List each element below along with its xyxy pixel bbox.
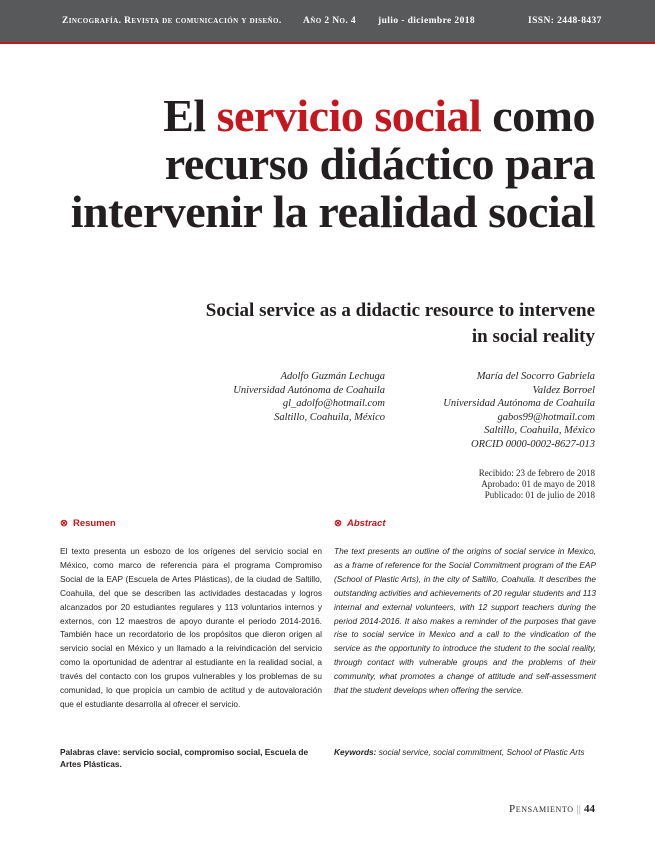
author-1-location: Saltillo, Coahuila, México	[274, 411, 385, 423]
date-approved: Aprobado: 01 de mayo de 2018	[481, 479, 595, 489]
issn: ISSN: 2448-8437	[528, 16, 602, 26]
title-highlight: servicio social	[216, 90, 482, 141]
abstract-text: The text presents an outline of the origins of social service in Mexico, as a frame of reference for the Social Commitment program of the EAP (School of Plastic Arts), in the city of Saltillo, Coahuila. It describes the outstanding activities and achievements of 20 regular students and 113 internal and external volunteers, with 12 support teachers during the period 2014-2016. It also makes a reminder of the purposes that gave rise to social service in Mexico and a call to the vindication of the service as the opportunity to introduce the student to the social reality, through contact with vulnerable groups and the problems of their community, what promotes a change of attitude and self-assessment that the student develops when offering the service.	[334, 546, 596, 696]
abstract-heading-label: Abstract	[346, 518, 386, 529]
journal-name: Zincografía. Revista de comunicación y diseño.	[62, 16, 282, 26]
author-block-1	[233, 370, 385, 424]
footer-section: Pensamiento	[509, 803, 574, 815]
footer-separator: ||	[576, 803, 581, 815]
author-1-name: Adolfo Guzmán Lechuga	[280, 371, 385, 382]
title-part-2: como recurso didáctico para intervenir la realidad social	[70, 90, 595, 237]
resumen-text: El texto presenta un esbozo de los orígenes del servicio social en México, como marco de referencia para el programa Compromiso Social de la EAP (Escuela de Artes Plásticas), de la ciudad de Saltillo, Coahuila, del que se describen las actividades destacadas y logros alcanzados por 20 estudiantes regulares y 113 voluntarios internos y externos, con 12 maestros de apoyo durante el periodo 2014-2016. También hace un recordatorio de los propósitos que dieron origen al servicio social en México y un llamado a la reivindicación del servicio como la oportunidad de adentrar al estudiante en la realidad social, a través del contacto con los grupos vulnerables y los problemas de su comunidad, lo que propicia un cambio de actitud y de autovaloración que el estudiante desarrolla al ofrecer el servicio.	[60, 546, 322, 709]
issue-date: julio - diciembre 2018	[378, 16, 476, 26]
author-2-location: Saltillo, Coahuila, México	[484, 425, 595, 436]
page-footer	[509, 803, 595, 815]
author-2-affiliation: Universidad Autónoma de Coahuila	[443, 398, 595, 409]
date-received: Recibido: 23 de febrero de 2018	[478, 468, 595, 478]
abstract-keywords-label: Keywords:	[334, 747, 377, 757]
page-number: 44	[584, 803, 595, 815]
resumen-keywords: Palabras clave: servicio social, compromiso social, Escuela de Artes Plásticas.	[60, 747, 309, 769]
journal-header	[0, 0, 655, 44]
publication-dates	[479, 468, 595, 501]
author-2-email: gabos99@hotmail.com	[497, 411, 595, 423]
date-published: Publicado: 01 de julio de 2018	[484, 490, 595, 500]
abstract-keywords	[334, 747, 596, 759]
author-2-orcid: ORCID 0000-0002-8627-013	[471, 438, 595, 450]
abstract-heading	[334, 518, 596, 529]
section-bullet-icon: ⊗	[60, 518, 68, 529]
section-bullet-icon: ⊗	[334, 518, 342, 529]
resumen-heading	[60, 518, 322, 529]
author-1-email: gl_adolfo@hotmail.com	[282, 398, 385, 409]
article-subtitle: Social service as a didactic resource to intervene in social reality	[205, 300, 595, 347]
author-2-name-line-1: María del Socorro Gabriela	[476, 371, 595, 382]
title-part-1: El	[163, 90, 206, 141]
resumen-heading-label: Resumen	[72, 518, 116, 529]
article-title	[40, 92, 595, 236]
abstract-keywords-list: social service, social commitment, School of Plastic Arts	[376, 747, 585, 757]
issue-number: Año 2 No. 4	[303, 16, 357, 26]
author-1-affiliation: Universidad Autónoma de Coahuila	[233, 384, 385, 396]
author-block-2	[443, 370, 595, 451]
author-2-name-line-2: Valdez Borroel	[532, 384, 595, 396]
